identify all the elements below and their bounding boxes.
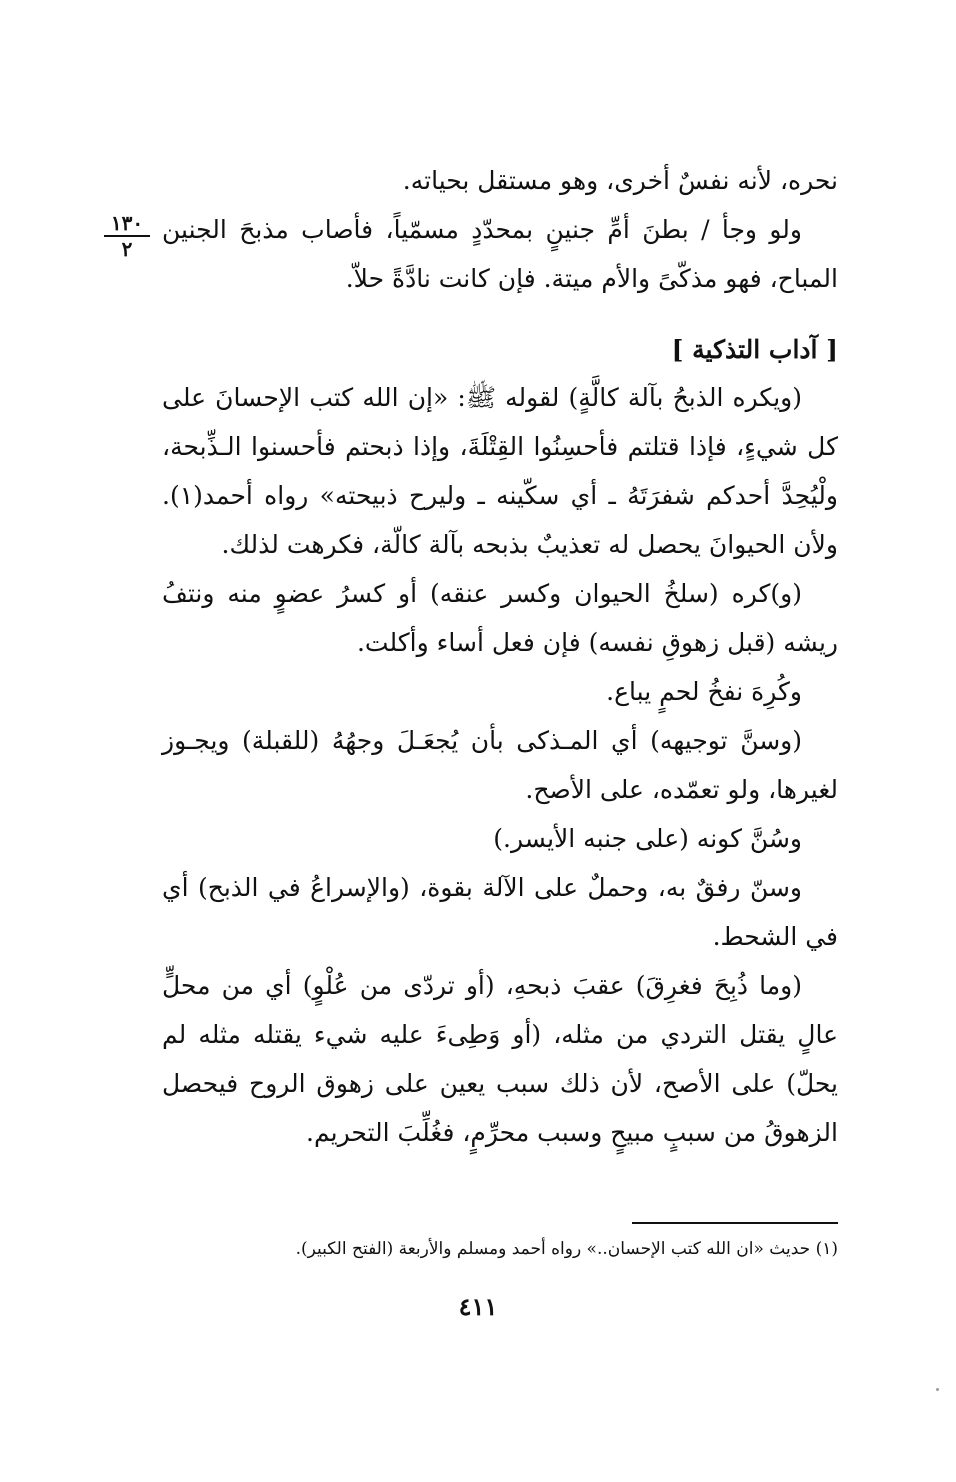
margin-page-reference [104, 212, 150, 260]
page-number: ٤١١ [458, 1292, 498, 1321]
paragraph-gentleness: وسنّ رفقٌ به، وحملٌ على الآلة بقوة، (والإسراعُ في الذبح) أي في الشحط. [162, 873, 838, 951]
main-text-block [162, 373, 838, 1157]
paragraph-fetus: ولو وجأ / بطنَ أمِّ جنينٍ بمحدّدٍ مسمّياً، فأصاب مذبحَ الجنين المباح، فهو مذكّىً والأم ميتة. فإن كانت نادَّةً حلاّ. [162, 215, 838, 293]
margin-reference-numerator: ١٣٠ [104, 212, 150, 237]
section-heading: [ آداب التذكية ] [671, 335, 838, 364]
scan-speck [936, 1388, 939, 1391]
paragraph-inflating-meat: وكُرِهَ نفخُ لحمٍ يباع. [606, 677, 802, 706]
opening-line: نحره، لأنه نفسٌ أخرى، وهو مستقل بحياته. [402, 166, 838, 195]
paragraph-qibla: (وسنَّ توجيهه) أي المـذكى بأن يُجعَـلَ وجهُهُ (للقبلة) ويجـوز لغيرها، ولو تعمّده، على الأصح. [162, 726, 838, 804]
paragraph-dull-blade: (ويكره الذبحُ بآلة كالَّةٍ) لقوله ﷺ: «إن الله كتب الإحسانَ على كل شيءٍ، فإذا قتلتم فأحسِنُوا القِتْلَةَ، وإذا ذبحتم فأحسنوا الـذِّبحة، ولْيُحِدَّ أحدكم شفرَتَهُ ـ أي سكّينه ـ وليرح ذبيحته» رواه أحمد(١). ولأن الحيوانَ يحصل له تعذيبٌ بذبحه بآلة كالّة، فكرهت لذلك. [162, 383, 838, 559]
paragraph-skinning: (و)كره (سلخُ الحيوان وكسر عنقه) أو كسرُ عضوٍ منه ونتفُ ريشه (قبل زهوقِ نفسه) فإن فعل أساء وأكلت. [162, 579, 838, 657]
paragraph-drowned: (وما ذُبِحَ فغرِقَ) عقبَ ذبحهِ، (أو تردّى من عُلْوٍ) أي من محلٍّ عالٍ يقتل التردي من مثله، (أو وَطِىءَ عليه شيء يقتله مثله لم يحلّ) على الأصح، لأن ذلك سبب يعين على زهوق الروح فيحصل الزهوقُ من سببٍ مبيحٍ وسبب محرِّمٍ، فغُلِّبَ التحريم. [162, 971, 838, 1147]
footnote-divider [632, 1222, 838, 1224]
footnote: (١) حديث «ان الله كتب الإحسان..» رواه أحمد ومسلم والأربعة (الفتح الكبير). [295, 1239, 838, 1259]
margin-reference-denominator: ٢ [121, 237, 133, 261]
top-text-block [162, 156, 838, 303]
paragraph-left-side: وسُنَّ كونه (على جنبه الأيسر.) [493, 824, 802, 853]
